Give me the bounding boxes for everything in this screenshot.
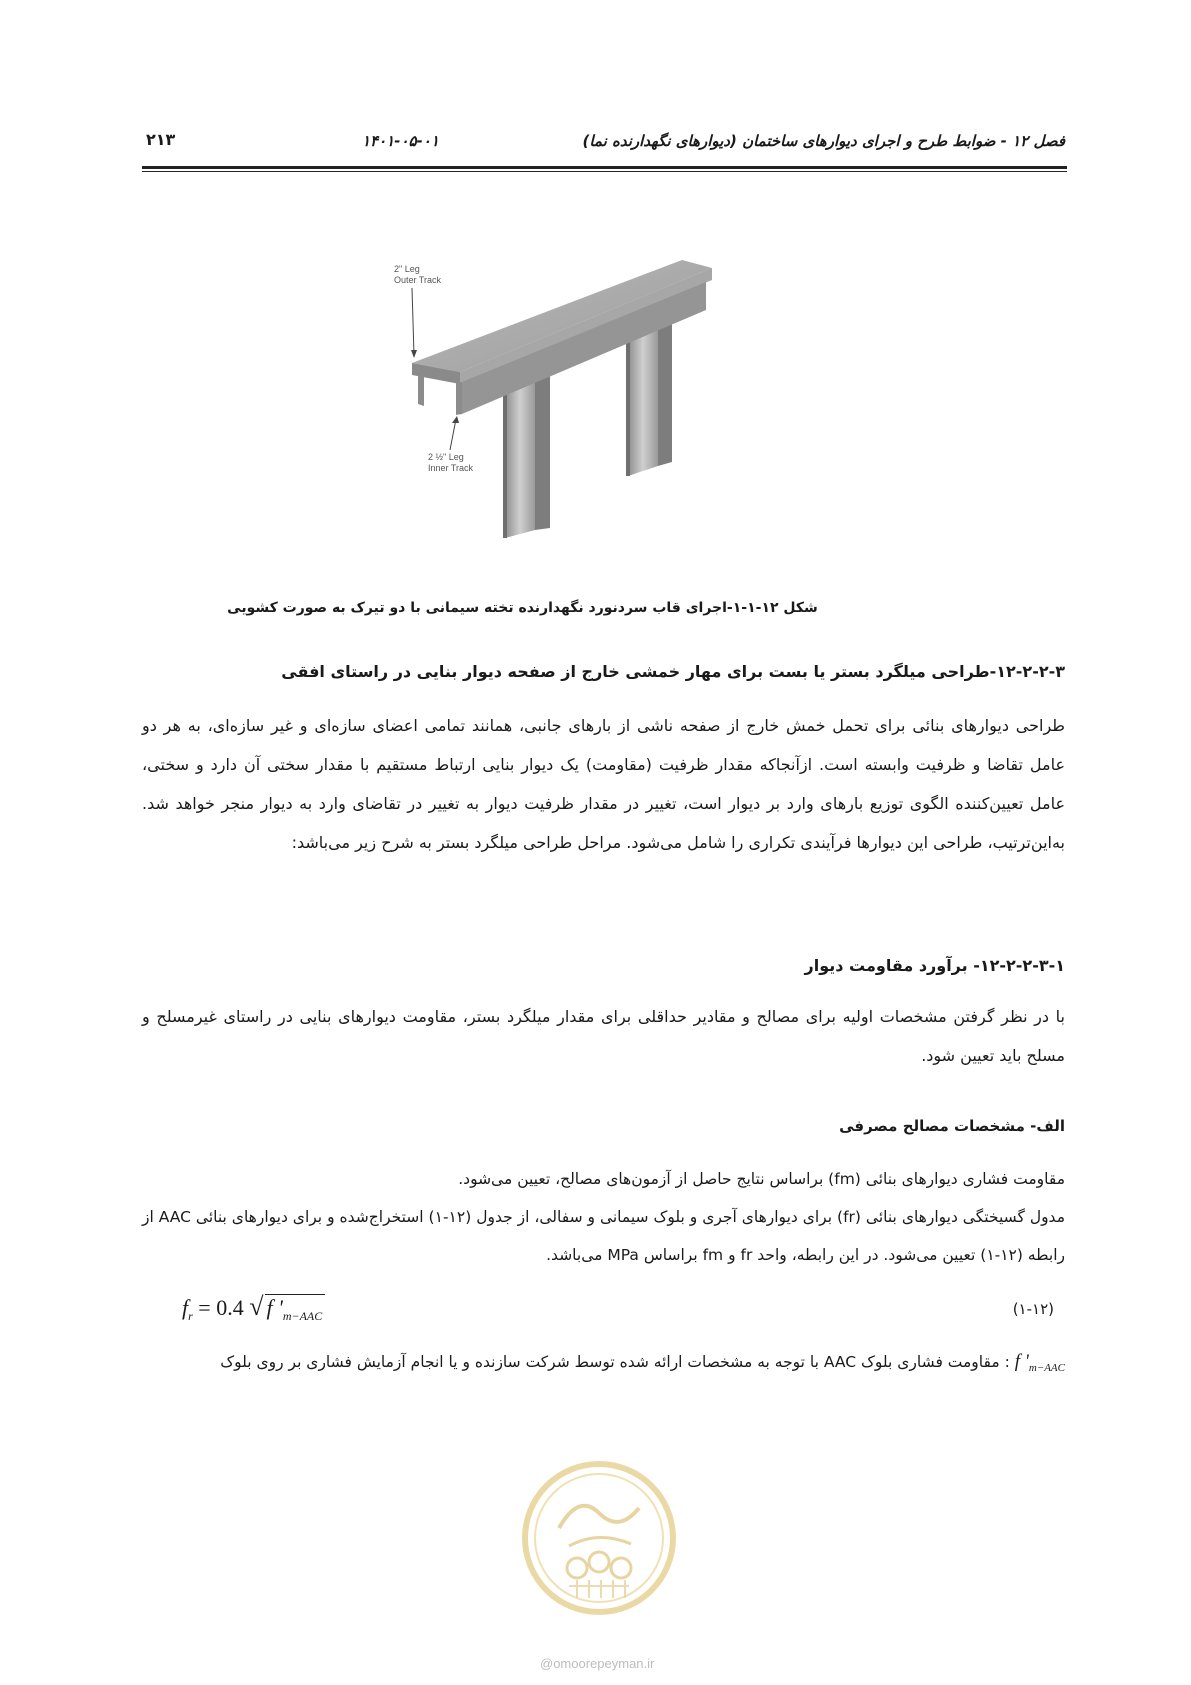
label-inner-line1: 2 ½" Leg	[428, 452, 464, 462]
formula-lhs-sub: r	[188, 1309, 193, 1323]
formula-modulus-of-rupture	[182, 1292, 325, 1324]
arrow-outer	[412, 288, 414, 355]
publisher-seal-logo	[519, 1458, 679, 1618]
page-number: ۲۱۳	[146, 130, 176, 149]
definition-text: : مقاومت فشاری بلوک AAC با توجه به مشخصات ارائه شده توسط شرکت سازنده و یا انجام آزمایش فشاری بر روی بلوک	[220, 1353, 1010, 1371]
paragraph-definition	[142, 1343, 1065, 1387]
materials-line-1: مقاومت فشاری دیوارهای بنائی (fm) براساس نتایج حاصل از آزمون‌های مصالح، تعیین می‌شود.	[458, 1170, 1065, 1188]
sqrt-icon: √	[249, 1292, 264, 1321]
equation-number: (۱-۱۲)	[1012, 1300, 1054, 1318]
steel-track-illustration	[394, 238, 765, 578]
part-heading: الف- مشخصات مصالح مصرفی	[839, 1117, 1065, 1135]
label-outer-line2: Outer Track	[394, 275, 442, 285]
figure-steel-track	[394, 238, 765, 578]
header-rule-thin	[142, 171, 1067, 172]
figure-caption: شکل ۱۲-۱-۱-اجرای قاب سردنورد نگهدارنده تخته سیمانی با دو تیرک به صورت کشویی	[227, 600, 818, 616]
header-rule-thick	[142, 166, 1067, 169]
definition-symbol: f '$_{m-AAC}$	[1014, 1351, 1065, 1374]
section-heading: ۱۲-۲-۲-۳-طراحی میلگرد بستر یا بست برای مهار خمشی خارج از صفحه دیوار بنایی در راستای افقی	[281, 662, 1065, 681]
arrow-outer-head	[411, 350, 417, 358]
formula-lhs: f	[182, 1295, 189, 1320]
paragraph-wall-strength: با در نظر گرفتن مشخصات اولیه برای مصالح و مقادیر حداقلی برای مقدار میلگرد بستر، مقاومت دیوارهای بنایی در راستای غیرمسلح و مسلح باید تعیین شود.	[142, 1007, 1065, 1065]
arrow-inner-head	[452, 416, 459, 423]
arrow-inner	[450, 419, 456, 450]
header-date: ۱۴۰۱-۰۵-۰۱	[362, 132, 439, 150]
formula-coefficient: = 0.4	[198, 1295, 244, 1320]
paragraph-materials	[142, 1160, 1065, 1274]
watermark-url: @omoorepeyman.ir	[540, 1656, 655, 1671]
chapter-title: فصل ۱۲ - ضوابط طرح و اجرای دیوارهای ساختمان (دیوارهای نگهدارنده نما)	[582, 132, 1065, 150]
label-outer-line1: 2" Leg	[394, 264, 420, 274]
formula-radicand: f '$_{m-AAC}$	[265, 1294, 326, 1324]
label-inner-line2: Inner Track	[428, 463, 474, 473]
materials-line-2: مدول گسیختگی دیوارهای بنائی (fr) برای دیوارهای آجری و بلوک سیمانی و سفالی، از جدول (۱۲-۱) استخراج‌شده و برای دیوارهای بنائی AAC از رابطه (۱۲-۱) تعیین می‌شود. در این رابطه، واحد fr و fm براساس MPa می‌باشد.	[142, 1208, 1065, 1264]
paragraph-design-intro: طراحی دیوارهای بنائی برای تحمل خمش خارج از صفحه ناشی از بارهای جانبی، همانند تمامی اعضای سازه‌ای و غیر سازه‌ای، به هر دو عامل تقاضا و ظرفیت وابسته است. ازآنجاکه مقدار ظرفیت (مقاومت) یک دیوار بنایی ارتباط مستقیم با مقدار سختی آن دارد و سختی، عامل تعیین‌کننده الگوی توزیع بارهای وارد بر دیوار است، تغییر در مقدار ظرفیت دیوار به تغییر در تقاضای وارد به دیوار منجر خواهد شد. به‌این‌ترتیب، طراحی این دیوارها فرآیندی تکراری را شامل می‌شود. مراحل طراحی میلگرد بستر به شرح زیر می‌باشد:	[142, 716, 1065, 852]
subsection-heading: ۱۲-۲-۲-۳-۱- برآورد مقاومت دیوار	[804, 956, 1065, 975]
